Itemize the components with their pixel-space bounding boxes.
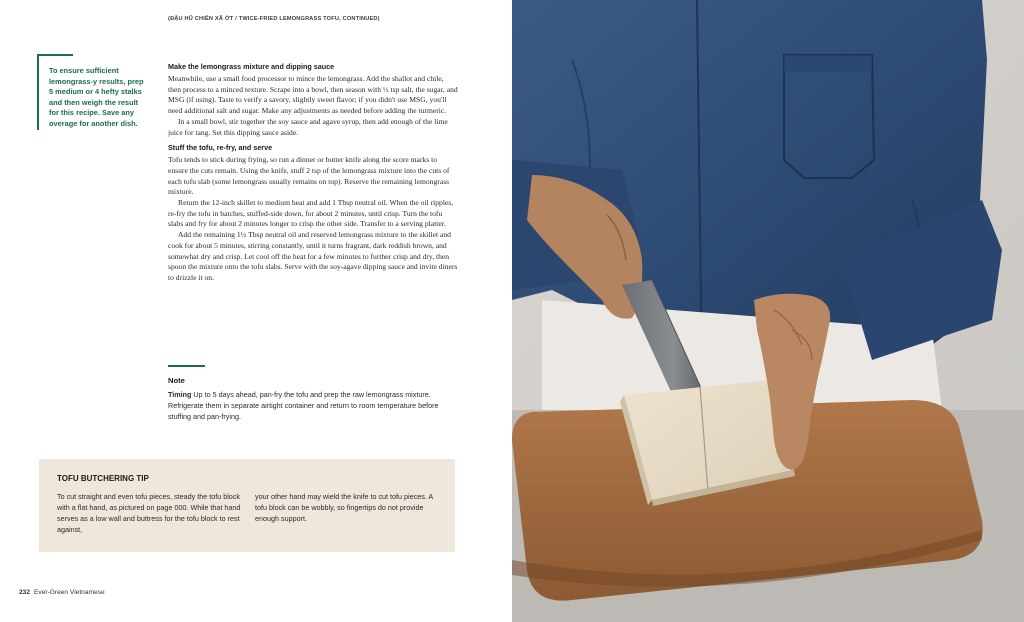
page-number: 232 bbox=[19, 589, 31, 596]
paragraph: Meanwhile, use a small food processor to mince the lemongrass. Add the shallot and chile, then process to a minced texture. Scrape into a bowl, then season with ½ tsp salt, the sugar, and MSG (if using). Taste to verify a savory, slightly sweet flavor; if you didn't use MSG, you'll need additional salt and sugar. Make any adjustments as needed before adding the turmeric. bbox=[168, 74, 458, 116]
running-head: (ĐẬU HŨ CHIÊN XÃ ỚT / TWICE-FRIED LEMONGRASS TOFU, CONTINUED) bbox=[168, 16, 380, 22]
tip-title: TOFU BUTCHERING TIP bbox=[57, 474, 149, 483]
note-label: Timing bbox=[168, 390, 192, 399]
recipe-method bbox=[168, 62, 458, 284]
sidenote bbox=[37, 54, 147, 130]
folio bbox=[19, 589, 105, 596]
paragraph: Add the remaining 1½ Tbsp neutral oil and reserved lemongrass mixture to the skillet and cook for about 5 minutes, stirring constantly, until it turns fragrant, dark reddish brown, and somewhat dry and crisp. Let cool off the heat for a few minutes to further crisp and dry, then spoon the mixture onto the tofu slabs. Serve with the soy-agave dipping sauce and invite diners to drizzle it on. bbox=[168, 230, 458, 282]
book-title: Ever-Green Vietnamese bbox=[34, 589, 105, 596]
note-accent-rule bbox=[168, 365, 205, 367]
tip-text-column-2: your other hand may wield the knife to cut tofu pieces. A tofu block can be wobbly, so fingertips do not provide enough support. bbox=[255, 492, 433, 523]
tofu-cutting-photo bbox=[512, 0, 1024, 622]
paragraph: Return the 12-inch skillet to medium heat and add 1 Tbsp neutral oil. When the oil ripples, re-fry the tofu in batches, stuffed-side down, for about 2 minutes, until crisp. Turn the tofu slabs and fry for about 2 minutes longer to crisp the other side. Transfer to a serving platter. bbox=[168, 198, 454, 229]
tip-text-column-1: To cut straight and even tofu pieces, steady the tofu block with a flat hand, as pictured on page 000. While that hand serves as a low wall and buttress for the tofu block to rest against, bbox=[57, 492, 241, 534]
paragraph: In a small bowl, stir together the soy sauce and agave syrup, then add enough of the lime juice for tang. Set this dipping sauce aside. bbox=[168, 116, 448, 137]
paragraph: Tofu tends to stick during frying, so run a dinner or butter knife along the score marks to ensure the cuts remain. Using the knife, stuff 2 tsp of the lemongrass mixture into the cuts of each tofu slab (some lemongrass usually remains on top). Reserve the remaining lemongrass mixture. bbox=[168, 155, 450, 197]
section-heading: Stuff the tofu, re-fry, and serve bbox=[168, 143, 273, 153]
photo-page bbox=[512, 0, 1024, 622]
note-heading: Note bbox=[168, 376, 185, 385]
sidenote-text: To ensure sufficient lemongrass-y results, prep 5 medium or 4 hefty stalks and then weigh the result for this recipe. Save any overage for another dish. bbox=[49, 66, 144, 128]
note-body: Up to 5 days ahead, pan-fry the tofu and prep the raw lemongrass mixture. Refrigerate them in separate airtight container and return to room temperature before stuffing and pan-frying. bbox=[168, 390, 439, 421]
section-heading: Make the lemongrass mixture and dipping sauce bbox=[168, 62, 335, 71]
tip-box bbox=[39, 459, 455, 552]
note-text bbox=[168, 390, 460, 422]
